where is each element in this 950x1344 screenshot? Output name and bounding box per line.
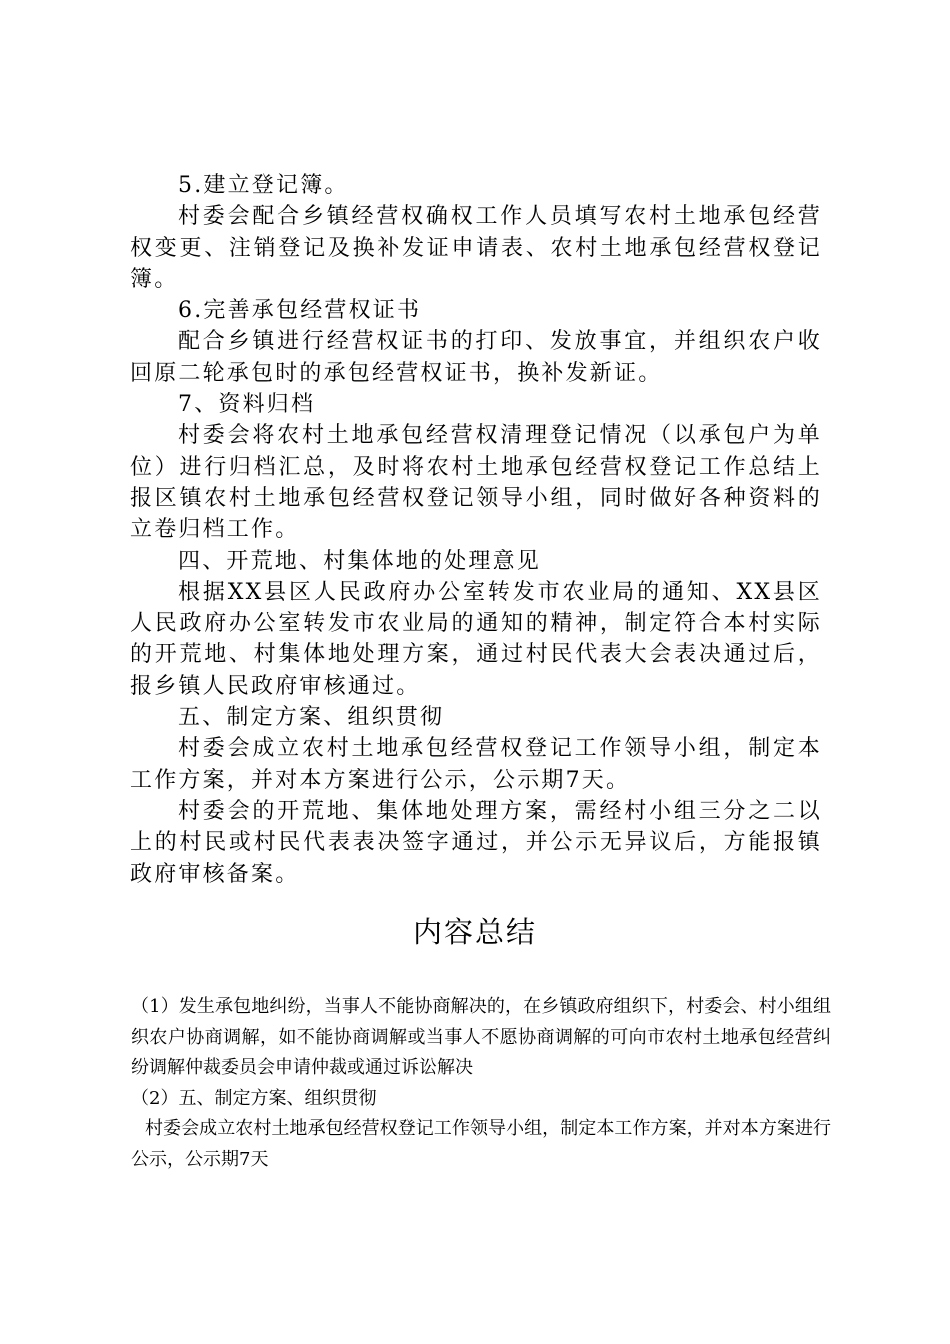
- summary-item-2-heading: （2）五、制定方案、组织贯彻: [131, 1087, 377, 1109]
- heading-section-four: 四、开荒地、村集体地的处理意见: [178, 548, 542, 574]
- summary-title: 内容总结: [412, 915, 537, 949]
- heading-archive: 7、资料归档: [178, 392, 316, 418]
- document-body: [130, 170, 822, 890]
- heading-build-register: 5.建立登记簿。: [178, 173, 349, 198]
- paragraph-certificate: 配合乡镇进行经营权证书的打印、发放事宜，并组织农户收回原二轮承包时的承包经营权证书，换补发新证。: [130, 329, 822, 386]
- paragraph-section-five-1: 村委会成立农村土地承包经营权登记工作领导小组，制定本工作方案，并对本方案进行公示，公示期7天。: [130, 736, 822, 793]
- paragraph-archive: 村委会将农村土地承包经营权清理登记情况（以承包户为单位）进行归档汇总，及时将农村土地承包经营权登记工作总结上报区镇农村土地承包经营权登记领导小组，同时做好各种资料的立卷归档工作。: [130, 423, 822, 543]
- summary-section: [131, 992, 831, 1175]
- paragraph-register: 村委会配合乡镇经营权确权工作人员填写农村土地承包经营权变更、注销登记及换补发证申请表、农村土地承包经营权登记簿。: [130, 204, 822, 292]
- summary-item-2-body: 村委会成立农村土地承包经营权登记工作领导小组，制定本工作方案，并对本方案进行公示，公示期7天: [131, 1118, 831, 1170]
- heading-section-five: 五、制定方案、组织贯彻: [178, 705, 445, 731]
- heading-certificate: 6.完善承包经营权证书: [178, 298, 422, 324]
- summary-item-1: （1）发生承包地纠纷，当事人不能协商解决的，在乡镇政府组织下，村委会、村小组组织农户协商调解，如不能协商调解或当事人不愿协商调解的可向市农村土地承包经营纠纷调解仲裁委员会申请仲裁或通过诉讼解决: [131, 996, 831, 1078]
- paragraph-section-five-2: 村委会的开荒地、集体地处理方案，需经村小组三分之二以上的村民或村民代表表决签字通过，并公示无异议后，方能报镇政府审核备案。: [130, 798, 822, 887]
- paragraph-section-four: 根据XX县区人民政府办公室转发市农业局的通知、XX县区人民政府办公室转发市农业局的通知的精神，制定符合本村实际的开荒地、村集体地处理方案，通过村民代表大会表决通过后，报乡镇人民政府审核通过。: [130, 579, 822, 699]
